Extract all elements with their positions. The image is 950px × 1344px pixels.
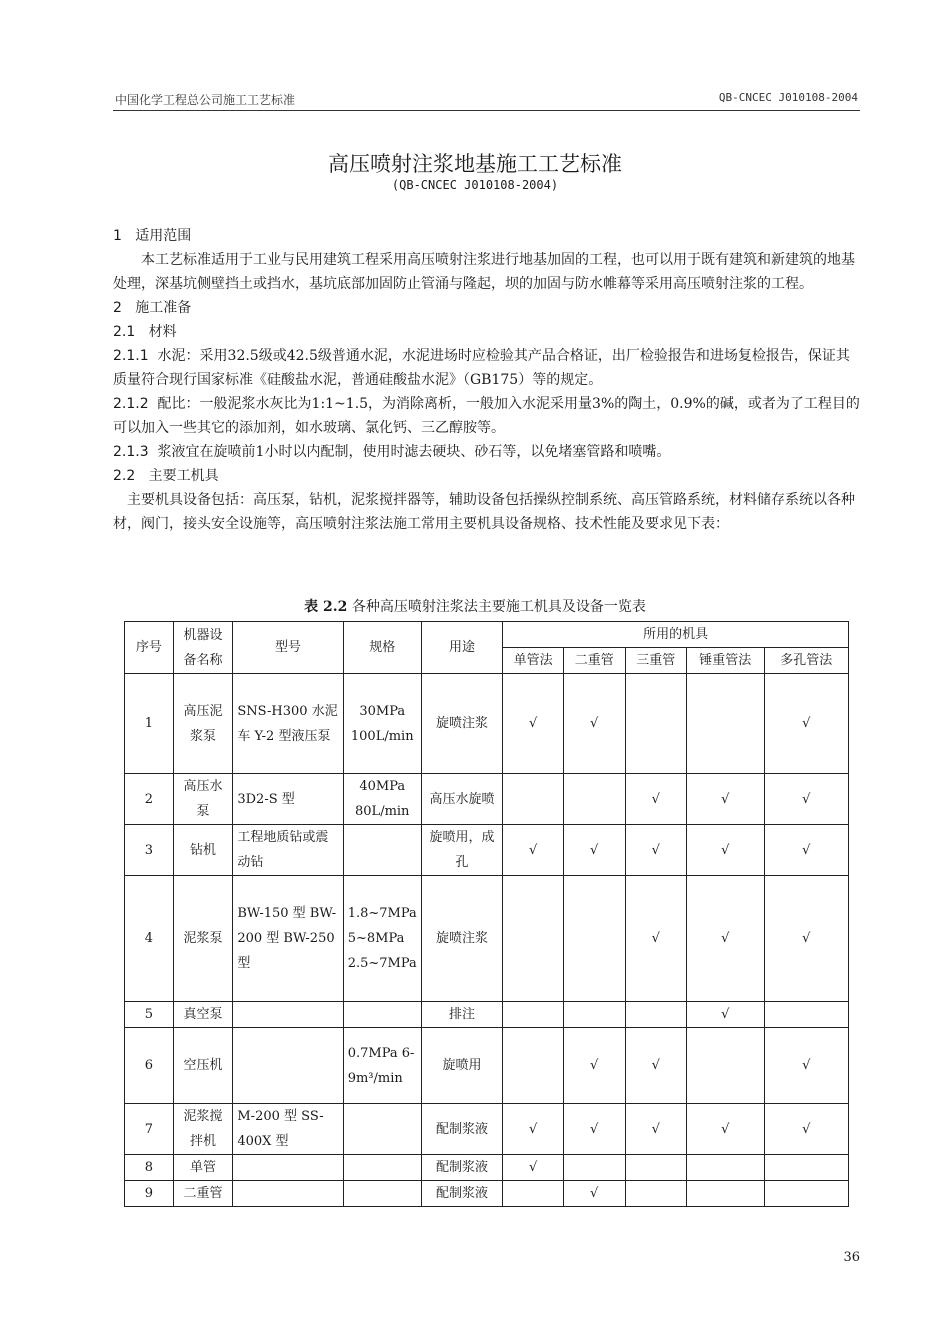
cell-name: 空压机 — [173, 1028, 233, 1104]
table-row — [125, 1155, 849, 1181]
cell-check — [503, 1181, 564, 1207]
cell-check — [764, 1155, 848, 1181]
cell-check: √ — [563, 825, 625, 876]
table-row — [125, 1104, 849, 1155]
cell-check — [687, 674, 764, 774]
cell-check — [503, 876, 564, 1002]
section-2-1-2: 2.1.2 配比：一般泥浆水灰比为1:1~1.5，为消除离析，一般加入水泥采用量3%的陶土，0.9%的碱，或者为了工程目的可以加入一些其它的添加剂，如水玻璃、氯化钙、三乙醇胺等。 — [113, 396, 860, 436]
section-2-2-heading: 2.2 主要工机具 — [113, 468, 219, 484]
cell-check — [764, 1181, 848, 1207]
cell-check — [503, 774, 564, 825]
cell-model: BW-150 型 BW-200 型 BW-250 型 — [233, 876, 343, 1002]
cell-check: √ — [563, 674, 625, 774]
section-1-heading: 1 适用范围 — [113, 228, 192, 244]
cell-model: SNS-H300 水泥车 Y-2 型液压泵 — [233, 674, 343, 774]
page-header — [113, 88, 860, 111]
cell-model: 工程地质钻或震动钻 — [233, 825, 343, 876]
cell-check: √ — [764, 825, 848, 876]
cell-check: √ — [687, 1002, 764, 1028]
cell-check — [503, 1028, 564, 1104]
header-seq: 序号 — [125, 622, 174, 674]
cell-spec — [343, 1002, 421, 1028]
header-use: 用途 — [421, 622, 503, 674]
table-row — [125, 1181, 849, 1207]
cell-model — [233, 1028, 343, 1104]
cell-check — [625, 1155, 687, 1181]
cell-use: 高压水旋喷 — [421, 774, 503, 825]
cell-check — [687, 1181, 764, 1207]
cell-check — [563, 774, 625, 825]
cell-check — [563, 1002, 625, 1028]
cell-use: 旋喷用 — [421, 1028, 503, 1104]
table-caption: 表 2.2 各种高压喷射注浆法主要施工机具及设备一览表 — [304, 599, 646, 615]
cell-seq: 3 — [125, 825, 174, 876]
cell-check: √ — [625, 1028, 687, 1104]
header-method-2: 二重管 — [563, 648, 625, 674]
section-2-1-1: 2.1.1 水泥：采用32.5级或42.5级普通水泥，水泥进场时应检验其产品合格证，出厂检验报告和进场复检报告，保证其质量符合现行国家标准《硅酸盐水泥，普通硅酸盐水泥》（GB175）等的规定。 — [113, 348, 850, 388]
section-2-2-text: 主要机具设备包括：高压泵，钻机，泥浆搅拌器等，辅助设备包括操纵控制系统、高压管路系统，材料储存系统以各种材，阀门，接头安全设施等，高压喷射注浆法施工常用主要机具设备规格、技术性能及要求见下表： — [113, 492, 855, 532]
cell-name: 泥浆泵 — [173, 876, 233, 1002]
document-body — [113, 224, 860, 536]
table-row — [125, 1002, 849, 1028]
cell-use: 旋喷用，成孔 — [421, 825, 503, 876]
cell-check: √ — [687, 876, 764, 1002]
cell-seq: 8 — [125, 1155, 174, 1181]
document-title: 高压喷射注浆地基施工工艺标准 — [328, 152, 622, 176]
cell-model: 3D2-S 型 — [233, 774, 343, 825]
cell-check — [625, 1181, 687, 1207]
cell-check: √ — [503, 674, 564, 774]
cell-use: 配制浆液 — [421, 1155, 503, 1181]
cell-check — [503, 1002, 564, 1028]
cell-model — [233, 1002, 343, 1028]
cell-spec: 0.7MPa 6-9m³/min — [343, 1028, 421, 1104]
header-method-3: 三重管 — [625, 648, 687, 674]
header-method-1: 单管法 — [503, 648, 564, 674]
header-code: QB-CNCEC J010108-2004 — [718, 91, 858, 104]
cell-spec: 30MPa 100L/min — [343, 674, 421, 774]
cell-check — [625, 674, 687, 774]
table-row — [125, 876, 849, 1002]
header-name: 机器设备名称 — [173, 622, 233, 674]
cell-name: 泥浆搅拌机 — [173, 1104, 233, 1155]
cell-seq: 6 — [125, 1028, 174, 1104]
cell-check: √ — [563, 1028, 625, 1104]
cell-check: √ — [687, 825, 764, 876]
cell-check: √ — [503, 1104, 564, 1155]
cell-model — [233, 1181, 343, 1207]
cell-check — [764, 1002, 848, 1028]
cell-seq: 2 — [125, 774, 174, 825]
cell-check — [687, 1155, 764, 1181]
cell-check — [625, 1002, 687, 1028]
cell-spec: 40MPa 80L/min — [343, 774, 421, 825]
cell-check: √ — [625, 825, 687, 876]
cell-name: 钻机 — [173, 825, 233, 876]
cell-spec — [343, 1155, 421, 1181]
header-org: 中国化学工程总公司施工工艺标准 — [115, 93, 296, 107]
header-model: 型号 — [233, 622, 343, 674]
cell-seq: 1 — [125, 674, 174, 774]
cell-spec — [343, 1104, 421, 1155]
cell-check: √ — [503, 825, 564, 876]
cell-check: √ — [687, 774, 764, 825]
table-row — [125, 674, 849, 774]
cell-use: 配制浆液 — [421, 1104, 503, 1155]
header-method-5: 多孔管法 — [764, 648, 848, 674]
header-method-4: 锤重管法 — [687, 648, 764, 674]
cell-seq: 9 — [125, 1181, 174, 1207]
cell-spec — [343, 1181, 421, 1207]
document-code: (QB-CNCEC J010108-2004) — [391, 178, 559, 192]
cell-check: √ — [563, 1181, 625, 1207]
cell-check: √ — [764, 876, 848, 1002]
equipment-table — [124, 621, 849, 1207]
cell-check: √ — [563, 1104, 625, 1155]
table-header-row — [125, 622, 849, 648]
cell-check: √ — [764, 674, 848, 774]
cell-use: 旋喷注浆 — [421, 674, 503, 774]
cell-spec: 1.8~7MPa 5~8MPa 2.5~7MPa — [343, 876, 421, 1002]
section-1-text: 本工艺标准适用于工业与民用建筑工程采用高压喷射注浆进行地基加固的工程，也可以用于既有建筑和新建筑的地基处理，深基坑侧壁挡土或挡水，基坑底部加固防止管涌与隆起，坝的加固与防水帷幕等采用高压喷射注浆的工程。 — [113, 252, 855, 292]
cell-check: √ — [764, 1104, 848, 1155]
section-2-1-3: 2.1.3 浆液宜在旋喷前1小时以内配制，使用时滤去硬块、砂石等，以免堵塞管路和喷嘴。 — [113, 444, 671, 460]
cell-check: √ — [764, 1028, 848, 1104]
table-row — [125, 825, 849, 876]
cell-model — [233, 1155, 343, 1181]
table-row — [125, 1028, 849, 1104]
cell-use: 配制浆液 — [421, 1181, 503, 1207]
header-tools-group: 所用的机具 — [503, 622, 849, 648]
cell-model: M-200 型 SS-400X 型 — [233, 1104, 343, 1155]
cell-name: 高压水泵 — [173, 774, 233, 825]
cell-use: 排注 — [421, 1002, 503, 1028]
page-number: 36 — [843, 1250, 860, 1265]
header-spec: 规格 — [343, 622, 421, 674]
cell-name: 单管 — [173, 1155, 233, 1181]
cell-seq: 7 — [125, 1104, 174, 1155]
cell-check: √ — [625, 774, 687, 825]
cell-check: √ — [687, 1104, 764, 1155]
section-2-heading: 2 施工准备 — [113, 300, 192, 316]
cell-name: 真空泵 — [173, 1002, 233, 1028]
cell-check: √ — [625, 1104, 687, 1155]
cell-check: √ — [764, 774, 848, 825]
cell-seq: 5 — [125, 1002, 174, 1028]
table-row — [125, 774, 849, 825]
cell-use: 旋喷注浆 — [421, 876, 503, 1002]
section-2-1-heading: 2.1 材料 — [113, 324, 177, 340]
cell-seq: 4 — [125, 876, 174, 1002]
cell-check: √ — [503, 1155, 564, 1181]
cell-check: √ — [625, 876, 687, 1002]
cell-check — [563, 1155, 625, 1181]
cell-check — [563, 876, 625, 1002]
cell-check — [687, 1028, 764, 1104]
cell-spec — [343, 825, 421, 876]
cell-name: 高压泥浆泵 — [173, 674, 233, 774]
cell-name: 二重管 — [173, 1181, 233, 1207]
